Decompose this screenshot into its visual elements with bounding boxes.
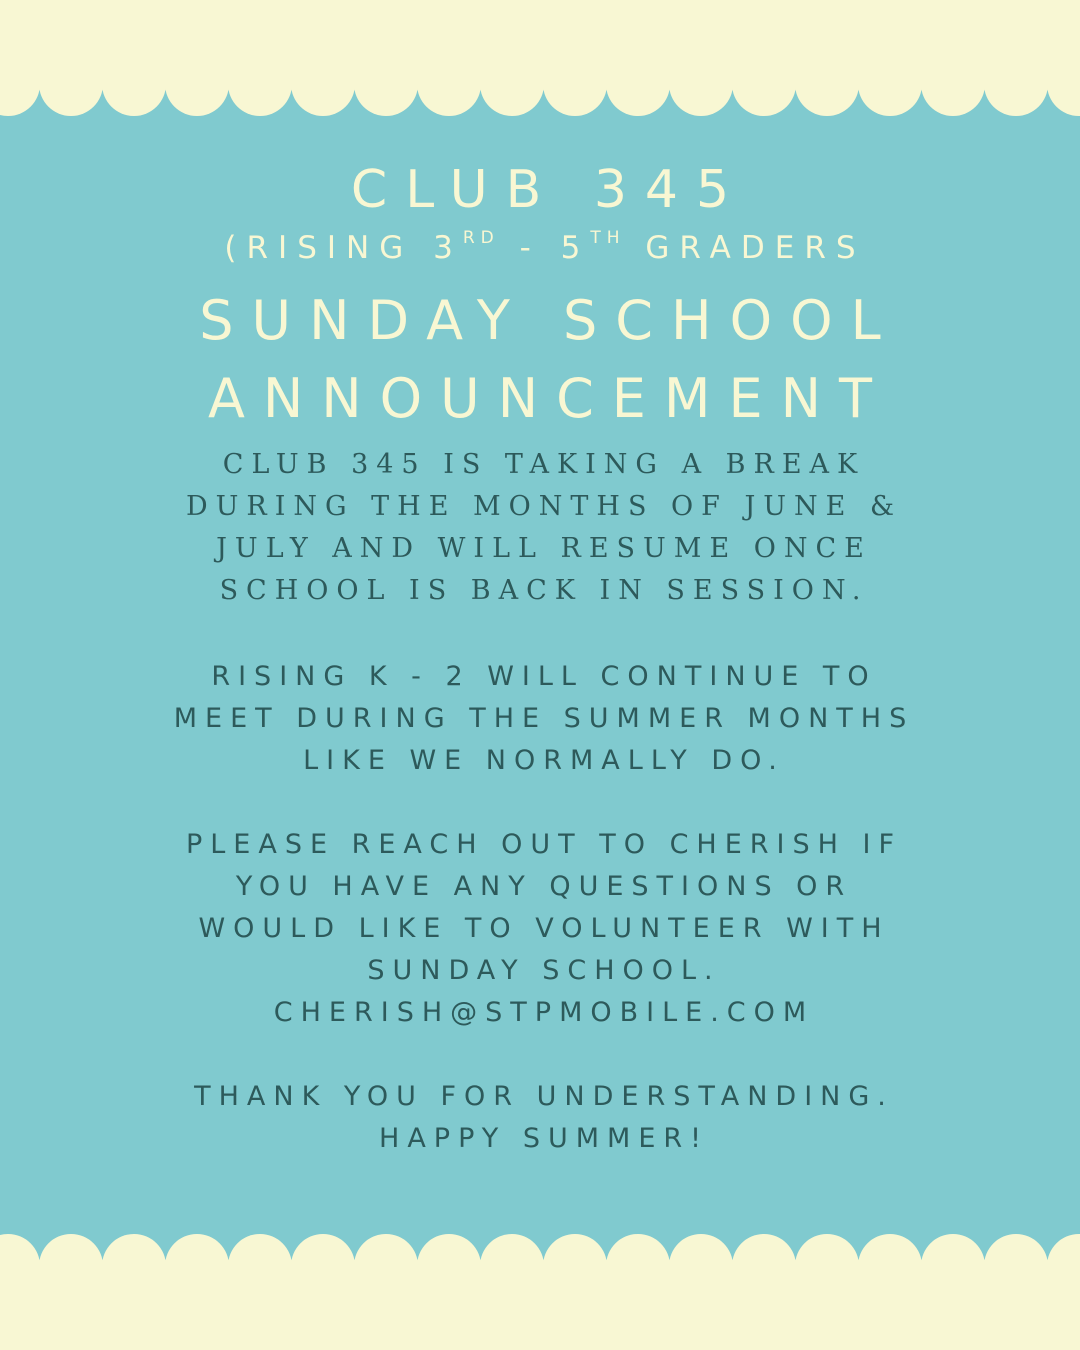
break-notice-paragraph <box>0 444 1080 612</box>
paragraph-line: SCHOOL IS BACK IN SESSION. <box>219 575 869 606</box>
contact-email: CHERISH@STPMOBILE.COM <box>273 997 815 1028</box>
paragraph-line: LIKE WE NORMALLY DO. <box>303 745 785 776</box>
subtitle-suffix: GRADERS <box>625 230 866 266</box>
subtitle-ordinal-rd: RD <box>462 228 500 248</box>
k2-notice-paragraph <box>0 656 1080 782</box>
paragraph-line: DURING THE MONTHS OF JUNE & <box>185 491 903 522</box>
announcement-heading <box>0 282 1080 438</box>
bottom-scallop-border <box>0 1234 1080 1266</box>
paragraph-line: RISING K - 2 WILL CONTINUE TO <box>211 661 877 692</box>
subtitle-middle: - 5 <box>499 230 591 266</box>
paragraph-line: WOULD LIKE TO VOLUNTEER WITH <box>198 913 890 944</box>
paragraph-line: MEET DURING THE SUMMER MONTHS <box>173 703 915 734</box>
paragraph-line: HAPPY SUMMER! <box>379 1123 709 1154</box>
closing-paragraph <box>0 1076 1080 1160</box>
heading-line-sunday-school: SUNDAY SCHOOL <box>199 289 899 352</box>
club-title: CLUB 345 <box>350 160 748 220</box>
paragraph-line: CLUB 345 IS TAKING A BREAK <box>222 449 866 480</box>
paragraph-line: PLEASE REACH OUT TO CHERISH IF <box>185 829 903 860</box>
heading-line-announcement: ANNOUNCEMENT <box>207 367 891 430</box>
paragraph-line: THANK YOU FOR UNDERSTANDING. <box>194 1081 894 1112</box>
subtitle-ordinal-th: TH <box>590 228 626 248</box>
subtitle-prefix: (RISING 3 <box>224 230 463 266</box>
grade-subtitle <box>0 228 1080 268</box>
paragraph-line: YOU HAVE ANY QUESTIONS OR <box>235 871 853 902</box>
paragraph-line: JULY AND WILL RESUME ONCE <box>216 533 872 564</box>
top-scallop-border <box>0 84 1080 116</box>
contact-paragraph <box>0 824 1080 1034</box>
paragraph-line: SUNDAY SCHOOL. <box>367 955 721 986</box>
